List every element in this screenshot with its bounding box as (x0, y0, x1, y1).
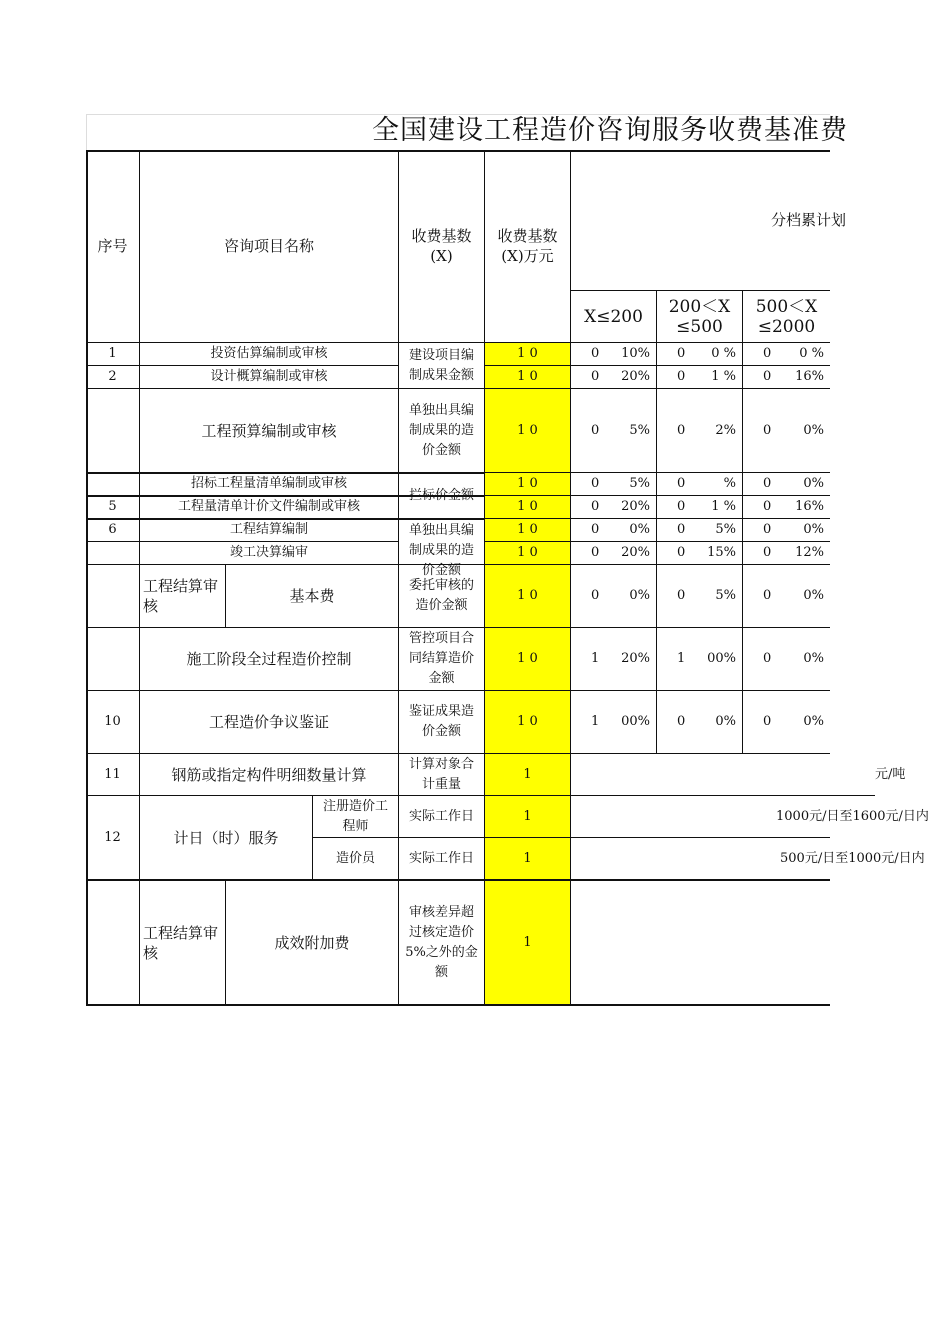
row13-base: 审核差异超过核定造价5%之外的金额 (399, 880, 485, 1006)
row13-rate-empty (571, 880, 830, 1006)
row1-tier1: 0 10% (571, 343, 657, 366)
row7-tier3: 0 12% (743, 542, 830, 565)
base-separate-output-2: 单独出具编制成果的造价金额 (399, 519, 485, 565)
header-base: 收费基数(X) (399, 150, 485, 343)
row8-base: 委托审核的造价金额 (399, 565, 485, 628)
row7-tier1: 0 20% (571, 542, 657, 565)
row11-name: 钢筋或指定构件明细数量计算 (140, 754, 399, 796)
row13-seq (86, 880, 140, 1006)
header-name: 咨询项目名称 (140, 150, 399, 343)
row10-base: 鉴证成果造价金额 (399, 691, 485, 754)
row8-tier2: 0 5% (657, 565, 743, 628)
header-seq: 序号 (86, 150, 140, 343)
row6-name: 工程结算编制 (140, 519, 399, 542)
row6-tier1: 0 0% (571, 519, 657, 542)
row9-tier1: 1 20% (571, 628, 657, 691)
row11-seq: 11 (86, 754, 140, 796)
header-tier1: X≤200 (571, 291, 657, 343)
page-title: 全国建设工程造价咨询服务收费基准费 (372, 115, 848, 146)
row4-tier1: 0 5% (571, 473, 657, 496)
row3-seq (86, 389, 140, 473)
row6-tier3: 0 0% (743, 519, 830, 542)
row10-tier1: 1 00% (571, 691, 657, 754)
row2-seq: 2 (86, 366, 140, 389)
row12-sub-engineer: 注册造价工程师 (313, 796, 399, 838)
row4-tier3: 0 0% (743, 473, 830, 496)
row12-value-engineer: 1 (485, 796, 571, 838)
row1-tier2: 0 0 % (657, 343, 743, 366)
row12-value-clerk: 1 (485, 838, 571, 880)
row10-seq: 10 (86, 691, 140, 754)
row9-name: 施工阶段全过程造价控制 (140, 628, 399, 691)
row6-value: 1 0 (485, 519, 571, 542)
row11-base: 计算对象合计重量 (399, 754, 485, 796)
row7-tier2: 0 15% (657, 542, 743, 565)
row11-rate: 元/吨 (571, 754, 875, 796)
row9-base: 管控项目合同结算造价金额 (399, 628, 485, 691)
row3-value: 1 0 (485, 389, 571, 473)
row10-value: 1 0 (485, 691, 571, 754)
row12-rate-clerk: 500元/日至1000元/日内 (571, 838, 830, 880)
fee-table (86, 150, 929, 1006)
row9-tier2: 1 00% (657, 628, 743, 691)
border-row13 (86, 879, 830, 881)
row7-value: 1 0 (485, 542, 571, 565)
row2-name: 设计概算编制或审核 (140, 366, 399, 389)
row9-seq (86, 628, 140, 691)
row9-value: 1 0 (485, 628, 571, 691)
row13-category: 工程结算审核 (140, 880, 226, 1006)
row3-tier3: 0 0% (743, 389, 830, 473)
row10-tier3: 0 0% (743, 691, 830, 754)
base-separate-output-1: 单独出具编制成果的造价金额 (399, 389, 485, 473)
border-left (86, 150, 88, 1006)
row12-seq: 12 (86, 796, 140, 880)
row3-name: 工程预算编制或审核 (140, 389, 399, 473)
row10-tier2: 0 0% (657, 691, 743, 754)
title-row-left-border (86, 114, 87, 150)
border-row3 (86, 472, 485, 474)
row2-tier3: 0 16% (743, 366, 830, 389)
row5-seq: 5 (86, 496, 140, 519)
row9-tier3: 0 0% (743, 628, 830, 691)
row3-tier2: 0 2% (657, 389, 743, 473)
row1-name: 投资估算编制或审核 (140, 343, 399, 366)
row4-value: 1 0 (485, 473, 571, 496)
header-tier2: 200＜X ≤500 (657, 291, 743, 343)
row8-seq (86, 565, 140, 628)
row12-base-clerk: 实际工作日 (399, 838, 485, 880)
row4-seq (86, 473, 140, 496)
border-row4 (86, 495, 485, 497)
row5-tier3: 0 16% (743, 496, 830, 519)
row8-tier1: 0 0% (571, 565, 657, 628)
row13-name: 成效附加费 (226, 880, 399, 1006)
border-row5 (86, 518, 485, 520)
row8-tier3: 0 0% (743, 565, 830, 628)
row1-seq: 1 (86, 343, 140, 366)
row2-value: 1 0 (485, 366, 571, 389)
row5-name: 工程量清单计价文件编制或审核 (140, 496, 399, 519)
row8-value: 1 0 (485, 565, 571, 628)
row4-tier2: 0 % (657, 473, 743, 496)
row7-name: 竣工决算编审 (140, 542, 399, 565)
row8-category: 工程结算审核 (140, 565, 226, 628)
row3-tier1: 0 5% (571, 389, 657, 473)
header-base-unit: 收费基数(X)万元 (485, 150, 571, 343)
row12-base-engineer: 实际工作日 (399, 796, 485, 838)
row5-value: 1 0 (485, 496, 571, 519)
header-tier-group: 分档累计划 (571, 150, 830, 291)
row13-value: 1 (485, 880, 571, 1006)
row2-tier2: 0 1 % (657, 366, 743, 389)
border-bottom (86, 1004, 830, 1006)
row2-tier1: 0 20% (571, 366, 657, 389)
row6-seq: 6 (86, 519, 140, 542)
border-top (86, 150, 830, 152)
row4-name: 招标工程量清单编制或审核 (140, 473, 399, 496)
base-build-project: 建设项目编制成果金额 (399, 343, 485, 389)
row5-tier1: 0 20% (571, 496, 657, 519)
row1-value: 1 0 (485, 343, 571, 366)
row8-name: 基本费 (226, 565, 399, 628)
row12-sub-clerk: 造价员 (313, 838, 399, 880)
row11-value: 1 (485, 754, 571, 796)
row7-seq (86, 542, 140, 565)
header-tier3: 500＜X ≤2000 (743, 291, 830, 343)
row1-tier3: 0 0 % (743, 343, 830, 366)
row6-tier2: 0 5% (657, 519, 743, 542)
row5-tier2: 0 1 % (657, 496, 743, 519)
row10-name: 工程造价争议鉴证 (140, 691, 399, 754)
row12-name: 计日（时）服务 (140, 796, 313, 880)
row12-rate-engineer: 1000元/日至1600元/日内 (571, 796, 830, 838)
